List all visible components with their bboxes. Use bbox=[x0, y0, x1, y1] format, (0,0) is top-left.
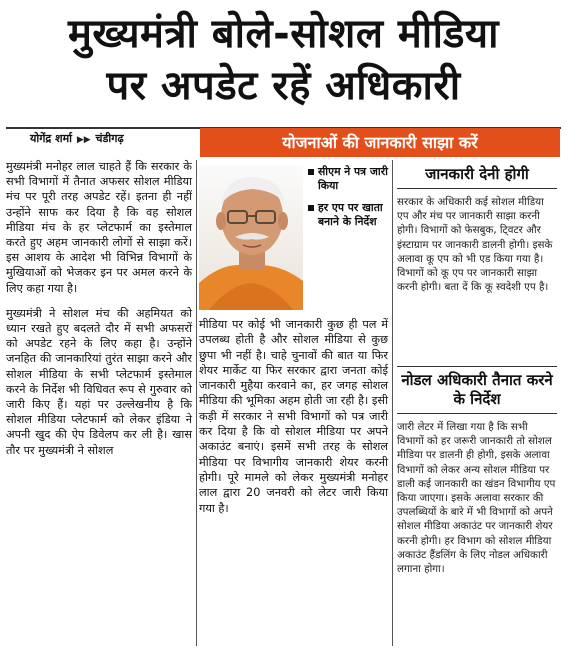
banner-text: योजनाओं की जानकारी साझा करें bbox=[282, 133, 478, 152]
byline-author: योगेंद्र शर्मा bbox=[30, 132, 72, 145]
article-column-2: मीडिया पर कोई भी जानकारी कुछ ही पल में उपलब्ध होती है और सोशल मीडिया से कुछ छुपा भी नहीं है। चाहे चुनावों की बात या फिर शेयर मार्केट या फिर सरकार द्वारा जनता कोई जानकारी मुहैया करवाने का, हर जगह सोशल मीडिया की भूमिका अहम होती जा रही है। इसी कड़ी में सरकार ने सभी विभागों को पत्र जारी कर दिया है कि वो सोशल मीडिया पर अपने अकाउंट बनाएं। इसमें सभी तरह के सोशल मीडिया पर विभागीय जानकारी शेयर करनी होगी। पूरे मामले को लेकर मुख्यमंत्री मनोहर लाल द्वारा 20 जनवरी को लेटर जारी किया गया है। bbox=[199, 318, 388, 515]
paragraph: मुख्यमंत्री ने सोशल मंच की अहमियत को ध्यान रखते हुए बदलते दौर में सभी अफसरों को अपडेट रहने के लिए कहा है। उन्होंने जनहित की जानकारियां तुरंत साझा करने और सोशल मीडिया के सभी प्लेटफार्म इस्तेमाल करने के निर्देश भी विधिवत रूप से गुरुवार को जारी किए हैं। यहां पर उल्लेखनीय है कि सोशल मीडिया प्लेटफार्म को लेकर इंडिया ने अपनी खुद की ऐप डिवेलप कर ली है। खास तौर पर मुख्यमंत्री ने सोशल bbox=[6, 306, 192, 457]
byline bbox=[30, 131, 124, 146]
sidebar-heading: नोडल अधिकारी तैनात करने के निर्देश bbox=[401, 371, 553, 408]
person-portrait-icon bbox=[199, 165, 303, 310]
list-item: सीएम ने पत्र जारी किया bbox=[308, 165, 394, 193]
sidebar-body: सरकार के अधिकारी कई सोशल मीडिया एप और मंच पर जानकारी साझा करनी होगी। विभागों को फेसबुक, टि्वटर और इंस्टाग्राम पर जानकारी डालनी होगी। इसके अलावा कू एप को भी एड किया गया है। विभागों को कू एप पर जानकारी साझा करनी होगी। बता दें कि कू स्वदेशी एप है। bbox=[397, 196, 553, 294]
bullet-square-icon bbox=[308, 169, 314, 175]
sidebar-box-1 bbox=[397, 165, 557, 294]
divider bbox=[397, 413, 557, 414]
sidebar-heading: जानकारी देनी होगी bbox=[425, 165, 529, 183]
sidebar-body: जारी लेटर में लिखा गया है कि सभी विभागों को हर जरूरी जानकारी तो सोशल मीडिया पर डालनी ही होगी, इसके अलावा विभागों को लेकर अन्य सोशल मीडिया पर डाली कई जानकारी का खंडन विभागीय एप किया जाएगा। इसके अलावा सरकार की उपलब्धियों के बारे में भी विभागों को अपने सोशल मीडिया अकाउंट पर जानकारी शेयर करनी होगी। हर विभाग को सोशल मीडिया अकाउंट हैंडलिंग के लिए नोडल अधिकारी लगाना होगा। bbox=[397, 421, 556, 576]
divider bbox=[397, 366, 557, 367]
headline-line-2: पर अपडेट रहें अधिकारी bbox=[106, 63, 461, 109]
headline-line-1: मुख्यमंत्री बोले-सोशल मीडिया bbox=[68, 11, 499, 57]
highlights-list bbox=[308, 165, 394, 237]
sidebar-box-2 bbox=[397, 366, 557, 576]
byline-city: चंडीगढ़ bbox=[95, 132, 124, 145]
divider bbox=[397, 188, 557, 189]
bullet-square-icon bbox=[308, 205, 314, 211]
section-banner bbox=[200, 128, 560, 157]
byline-arrows-icon: ▶▶ bbox=[76, 135, 91, 145]
article-column-1 bbox=[6, 159, 192, 468]
paragraph: मुख्यमंत्री मनोहर लाल चाहते हैं कि सरकार के सभी विभागों में तैनात अफसर सोशल मीडिया मंच पर पूरी तरह अपडेट रहें। इतना ही नहीं उन्होंने साफ कर दिया है कि वह सोशल मीडिया मंच के हर प्लेटफार्म का इस्तेमाल करते हुए अहम जानकारी लोगों से साझा करें। इस आशय के आदेश भी विभिन्न विभागों के मुखियाओं को भेजकर इन पर अमल करने के लिए कहा गया है। bbox=[6, 160, 192, 295]
list-item: हर एप पर खाता बनाने के निर्देश bbox=[308, 201, 394, 229]
column-divider bbox=[196, 160, 197, 646]
